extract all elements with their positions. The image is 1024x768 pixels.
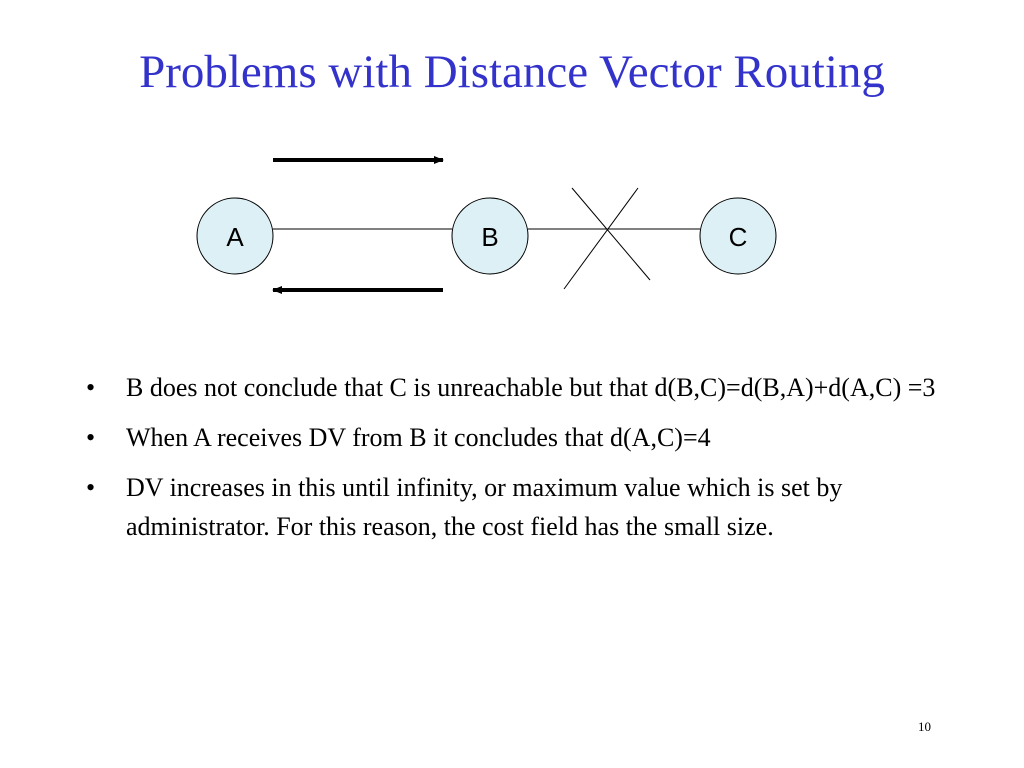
bullet-list	[86, 368, 946, 557]
bullet-item	[86, 368, 946, 407]
bullet-dot: •	[86, 473, 96, 502]
bullet-item	[86, 468, 946, 546]
node-b-label: B	[481, 222, 499, 252]
broken-link-x-mark	[572, 188, 650, 280]
page-number: 10	[918, 719, 931, 734]
node-a	[197, 198, 273, 274]
slide-title: Problems with Distance Vector Routing	[139, 46, 885, 98]
bullet-dot: •	[86, 373, 96, 402]
bullet-text: When A receives DV from B it concludes that d(A,C)=4	[126, 423, 711, 452]
bullet-text: DV increases in this until infinity, or maximum value which is set by administrator. For this reason, the cost field has the small size.	[126, 473, 843, 541]
node-c-label: C	[728, 222, 748, 252]
node-c	[700, 198, 776, 274]
node-a-label: A	[226, 222, 244, 252]
bullet-text: B does not conclude that C is unreachable but that d(B,C)=d(B,A)+d(A,C) =3	[126, 373, 936, 402]
bullet-dot: •	[86, 423, 96, 452]
bullet-item	[86, 418, 946, 457]
broken-link-x-mark	[564, 188, 638, 289]
node-b	[452, 198, 528, 274]
